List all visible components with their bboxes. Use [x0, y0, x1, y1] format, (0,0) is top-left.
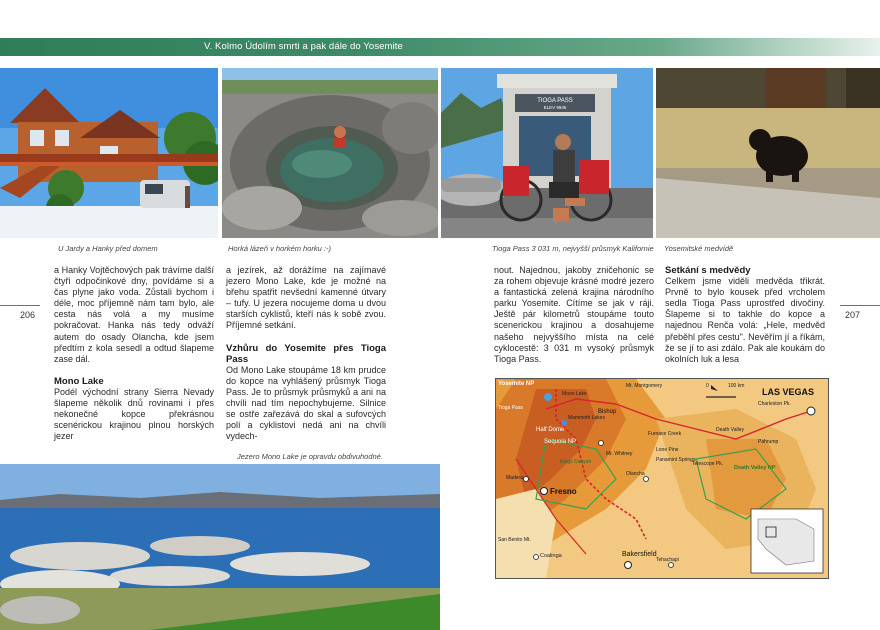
tioga-sign-text: TIOGA PASS [537, 98, 573, 104]
column2-body: Od Mono Lake stoupáme 18 km prudce do kopce na vyhlášený průsmyk Tioga Pass. Je to průsmyk průsmyků a ani na chvíli nad tím nepochybujeme. Silnice se ostře zařezává do skal a sufovcých polí a cyklistovi nedá ani na chvíli vydech- [226, 364, 386, 442]
column3-body: nout. Najednou, jakoby zničehonic se za rohem objevuje krásné modré jezero a fantastická zelená krajina národního parku Yosemite. Cítíme se jak v ráji. Ještě pár kilometrů stoupáme touto scenerickou krajinou a dosahujeme našeho nejvyššího místa na celé cyklocestě: 3 031 m vysoký průsmyk Tioga Pass. [494, 265, 654, 364]
map-label-mammoth: Mammoth Lakes [568, 415, 605, 421]
map-label-san-benito: San Benito Mt. [498, 537, 531, 543]
column2-intro: a jezírek, až dorážíme na zajímavé jezero Mono Lake, kde je možné na břehu spatřit nevšední kamenné útvary – tufy. U jezera nocujeme doma u dvou starších cyklistů, kteří nás k sobě zvou. Příjemné setkání. [226, 265, 386, 331]
map-label-tehachapi: Tehachapi [656, 557, 679, 563]
map-scale-zero: 0 [706, 383, 709, 389]
map-label-coalinga: Coalinga [540, 553, 562, 559]
left-page-number: 206 [20, 310, 36, 320]
map-label-fresno: Fresno [550, 487, 577, 496]
column1-body: Podél východní strany Sierra Nevady šlapeme několik dnů rovinami i přes nekonečné kopce překrásnou scenérickou krajinou plnou horských jezer [54, 386, 214, 442]
tioga-heading: Vzhůru do Yosemite přes Tioga Pass [226, 342, 386, 365]
bear-photo [656, 68, 880, 238]
map-label-yosemite: Yosemite NP [498, 381, 535, 387]
bear-caption: Yosemitské medvídě [664, 244, 734, 253]
chapter-title: V. Kolmo Údolím smrti a pak dále do Yosemite [204, 41, 403, 52]
mono-lake-photo [0, 464, 440, 630]
text-column-3 [494, 265, 654, 365]
hot-pool-photo [222, 68, 438, 238]
house-caption: U Jardy a Hanky před domem [58, 244, 158, 253]
column1-intro: a Hanky Vojtěchových pak trávíme další čtyři odpočinkové dny, povídáme si a čas plyne jako voda. Zůstali bychom i déle, moc příjemně nám tam bylo, ale cesta nás volá a my musíme pokračovat. Hanka nás tedy odváží autem do osady Olancha, kde jsem předtím z kola sesedl a odtud šlapeme zase dál. [54, 265, 214, 364]
route-map [495, 378, 829, 579]
map-label-mono-lake: Mono Lake [562, 391, 587, 397]
map-label-panamint: Panamint Springs [656, 457, 696, 463]
right-page-number: 207 [845, 310, 861, 320]
map-label-bishop: Bishop [598, 409, 617, 415]
map-label-death-valley-np: Death Valley NP [734, 465, 776, 471]
map-label-sequoia: Sequoia NP [544, 439, 577, 445]
mono-lake-heading: Mono Lake [54, 375, 104, 387]
map-label-las-vegas: LAS VEGAS [762, 387, 815, 397]
text-column-2 [226, 265, 386, 442]
map-label-mt-whitney: Mt. Whitney [606, 451, 633, 457]
right-page-number-rule [840, 305, 880, 306]
bears-heading: Setkání s medvědy [665, 265, 751, 276]
map-label-lone-pine: Lone Pine [656, 447, 679, 453]
chapter-header-band [0, 38, 880, 56]
map-label-charleston: Charleston Pk. [758, 401, 791, 407]
column4-body: Celkem jsme viděli medvěda třikrát. Prvně to bylo kousek před vrcholem sedla Tioga Pass uprostřed divočiny. Šlapeme si to takhle do kopce a najednou Renča volá: „Hele, medvěd přeběhl přes cestu". Nevěřím jí a říkám, že se jí to asi zdálo. Pak ale koukám do okolních luk a lesa [665, 276, 825, 364]
map-label-kings-canyon: Kings Canyon [560, 459, 592, 465]
map-label-madera: Madera [506, 475, 523, 481]
left-page-number-rule [0, 305, 40, 306]
map-label-furnace-creek: Furnace Creek [648, 431, 682, 437]
tioga-pass-photo [441, 68, 653, 238]
text-column-1 [54, 265, 214, 442]
mono-lake-caption: Jezero Mono Lake je opravdu obdivuhodné. [237, 452, 383, 461]
tioga-elev-text: ELEV 9945 [543, 105, 567, 110]
map-scale-100km: 100 km [728, 383, 745, 389]
map-label-bakersfield: Bakersfield [622, 551, 657, 558]
text-column-4 [665, 265, 825, 365]
house-photo [0, 68, 218, 238]
tioga-caption: Tioga Pass 3 031 m, nejvyšší průsmyk Kalifornie [492, 244, 654, 253]
map-label-olancha: Olancha [626, 471, 645, 477]
map-label-telescope: Telescope Pk. [692, 461, 724, 467]
map-label-pahrump: Pahrump [758, 439, 779, 445]
map-label-half-dome: Half Dome [536, 427, 565, 433]
map-label-death-valley: Death Valley [716, 427, 744, 433]
hot-pool-caption: Horká lázeň v horkém horku :-) [228, 244, 331, 253]
map-label-tioga: Tioga Pass [498, 405, 523, 411]
map-label-mt-montgomery: Mt. Montgomery [626, 383, 663, 389]
